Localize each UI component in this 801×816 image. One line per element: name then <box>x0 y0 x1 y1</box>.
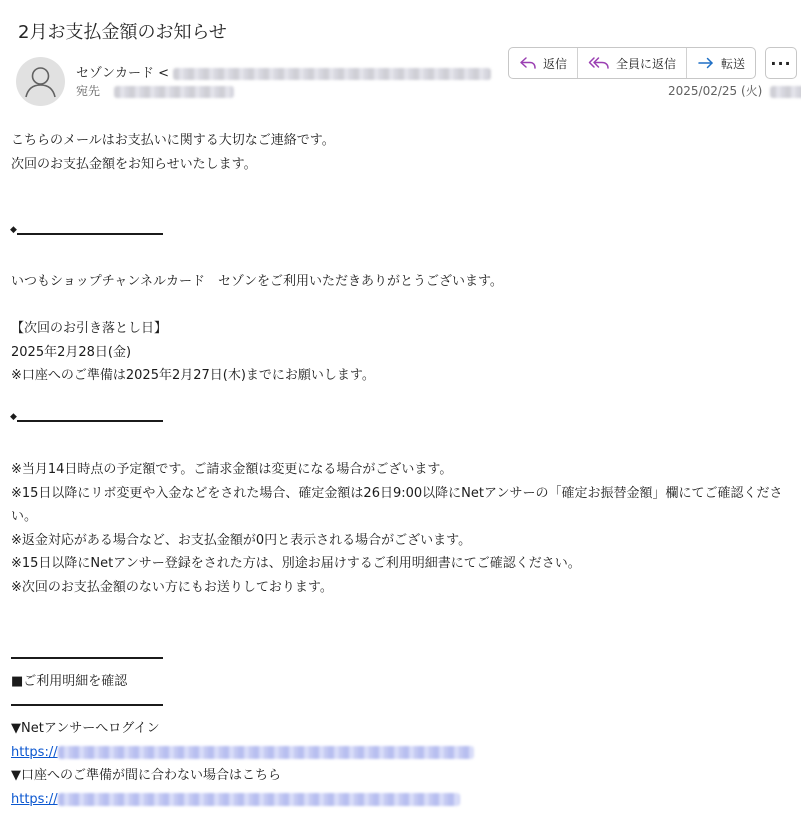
sender-name: セゾンカード < <box>76 66 170 81</box>
received-date-text: 2025/02/25 (火) <box>668 84 763 98</box>
links-block <box>11 717 791 811</box>
sender-line[interactable] <box>76 62 491 81</box>
note-5: ※次回のお支払金額のない方にもお送りしております。 <box>11 579 333 595</box>
sender-email-redacted <box>173 68 491 80</box>
intro-line-1: こちらのメールはお支払いに関する大切なご連絡です。 <box>11 133 335 148</box>
more-actions-button[interactable]: ··· <box>765 47 797 79</box>
thanks-block <box>11 270 791 294</box>
intro-block <box>11 129 791 176</box>
note-2: ※15日以降にリボ変更や入金などをされた場合、確定金額は26日9:00以降にNetアンサーの「確定お振替金額」欄にてご確認ください。 <box>11 485 783 524</box>
message-actions <box>508 47 756 79</box>
person-icon <box>16 57 65 106</box>
netanswer-url-redacted[interactable] <box>58 746 474 759</box>
reply-icon <box>519 55 537 71</box>
sender-avatar[interactable] <box>16 57 65 106</box>
next-debit-heading: 【次回のお引き落とし日】 <box>11 321 168 336</box>
recipient-redacted <box>114 86 234 98</box>
email-subject: 2月お支払金額のお知らせ <box>18 22 227 43</box>
reply-all-icon <box>588 55 610 71</box>
forward-button[interactable] <box>686 48 755 78</box>
divider-3 <box>11 657 163 659</box>
intro-line-2: 次回のお支払金額をお知らせいたします。 <box>11 156 257 172</box>
reply-all-label: 全員に返信 <box>616 56 677 71</box>
forward-label: 転送 <box>721 56 746 71</box>
thanks-line: いつもショップチャンネルカード セゾンをご利用いただきありがとうございます。 <box>11 274 503 289</box>
divider-4 <box>11 704 163 706</box>
account-prep-link[interactable]: https:// <box>11 791 58 807</box>
netanswer-link[interactable]: https:// <box>11 744 58 760</box>
received-time-redacted <box>770 86 801 98</box>
note-1: ※当月14日時点の予定額です。ご請求金額は変更になる場合がございます。 <box>11 462 453 477</box>
account-prep-label: ▼口座へのご準備が間に合わない場合はこちら <box>11 768 281 783</box>
account-link-row[interactable] <box>11 788 791 812</box>
netanswer-link-row[interactable] <box>11 741 791 765</box>
bullet-diamond-2: ◆ <box>10 412 17 422</box>
divider-2 <box>17 420 163 422</box>
account-url-redacted[interactable] <box>58 793 460 806</box>
notes-block <box>11 458 791 599</box>
statement-block <box>11 670 791 694</box>
netanswer-label: ▼Netアンサーへログイン <box>11 721 160 736</box>
statement-link-label: ■ご利用明細を確認 <box>11 674 128 689</box>
recipient-line <box>76 82 234 99</box>
next-debit-note: ※口座へのご準備は2025年2月27日(木)までにお願いします。 <box>11 368 375 383</box>
reply-button[interactable] <box>509 48 577 78</box>
next-debit-date: 2025年2月28日(金) <box>11 344 132 360</box>
reply-label: 返信 <box>543 56 568 71</box>
forward-arrow-icon <box>697 55 715 71</box>
bullet-diamond-1: ◆ <box>10 225 17 235</box>
to-label: 宛先 <box>76 84 101 98</box>
received-date <box>668 82 801 99</box>
divider-1 <box>17 233 163 235</box>
note-3: ※返金対応がある場合など、お支払金額が0円と表示される場合がございます。 <box>11 532 472 548</box>
reply-all-button[interactable] <box>577 48 686 78</box>
note-4: ※15日以降にNetアンサー登録をされた方は、別途お届けするご利用明細書にてご確認ください。 <box>11 556 581 571</box>
next-debit-block <box>11 317 791 388</box>
